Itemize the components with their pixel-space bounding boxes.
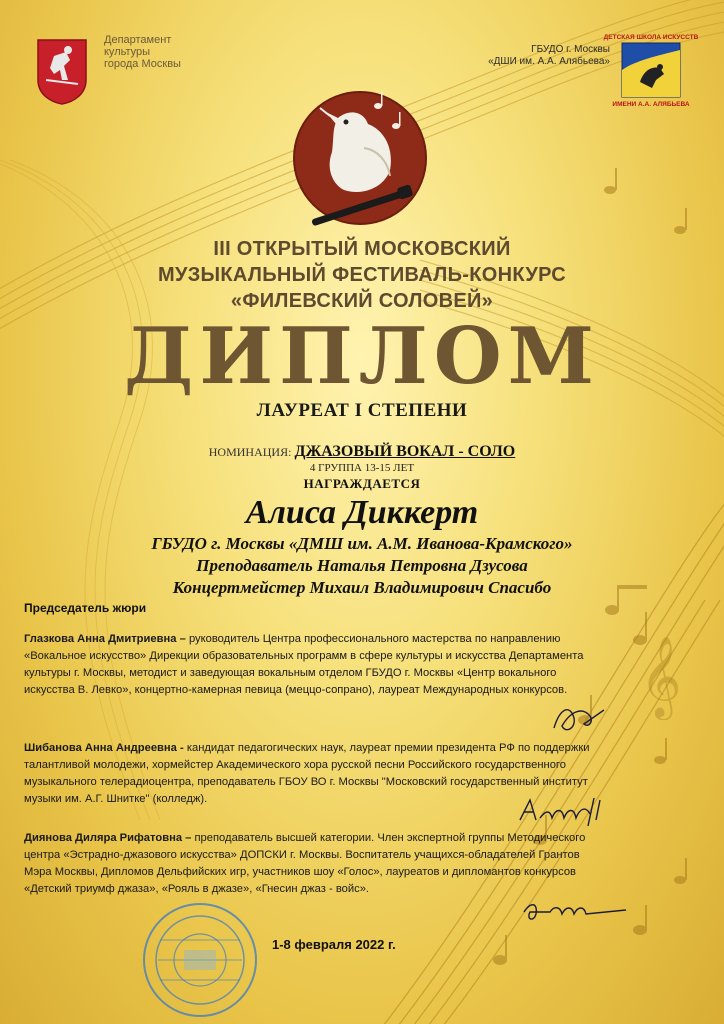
jury-member-name: Шибанова Анна Андреевна: [24, 742, 177, 754]
teacher-name: Преподаватель Наталья Петровна Дзусова: [196, 556, 528, 575]
festival-title-line: МУЗЫКАЛЬНЫЙ ФЕСТИВАЛЬ-КОНКУРС: [158, 264, 566, 286]
department-name: [104, 34, 224, 70]
jury-member: [24, 631, 594, 699]
school-logo-bottom-text: ИМЕНИ А.А. АЛЯБЬЕВА: [612, 101, 690, 108]
svg-text:𝄞: 𝄞: [640, 635, 682, 717]
school-logo-icon: [603, 30, 699, 110]
awarded-label: НАГРАЖДАЕТСЯ: [303, 476, 421, 491]
jury-member-description: преподаватель высшей категории. Член экспертной группы Методического центра «Эстрадно-джазового искусства» ДОПСКИ г. Москвы. Воспитатель учащихся-обладателей Грантов Мэра Москвы, Дипломов Дельфийских игр, участников шоу «Голос», лауреатов и дипломантов конкурсов «Детский триумф джаза», «Рояль в джазе», «Гнесин джаз - войс».: [24, 832, 586, 895]
jury-member: [24, 740, 594, 808]
nightingale-emblem-icon: [280, 78, 440, 238]
jury-member-separator: –: [182, 832, 195, 844]
festival-title-line: III ОТКРЫТЫЙ МОСКОВСКИЙ: [213, 238, 511, 260]
signature-3: [520, 898, 630, 926]
nomination-value: ДЖАЗОВЫЙ ВОКАЛ - СОЛО: [294, 443, 516, 460]
school-name: [440, 44, 610, 68]
nomination: [0, 443, 724, 461]
jury-member: [24, 830, 594, 898]
jury-member-separator: -: [176, 742, 187, 754]
jury-member-separator: –: [176, 633, 189, 645]
department-line: города Москвы: [104, 58, 181, 70]
signature-1: [548, 698, 608, 738]
nomination-label: НОМИНАЦИЯ:: [208, 445, 295, 459]
recipient-name: Алиса Диккерт: [245, 494, 479, 531]
signature-2: [516, 790, 616, 830]
department-line: Департамент: [104, 34, 172, 46]
festival-title: [0, 236, 724, 314]
jury-member-name: Глазкова Анна Дмитриевна: [24, 633, 177, 645]
jury-member-description: руководитель Центра профессионального мастерства по направлению «Вокальное искусство» Дирекции образовательных программ в сфере культуры и искусства Департамента культуры г. Москвы, методист и заведующая вокальным отделом ГБУДО г. Москвы «Центр вокального искусства В. Левко», концертно-камерная певица (меццо-сопрано), лауреат Международных конкурсов.: [24, 633, 584, 696]
department-line: культуры: [104, 46, 151, 58]
moscow-coat-of-arms-icon: [34, 36, 90, 106]
school-line: ГБУДО г. Москвы: [531, 44, 610, 55]
event-date: 1-8 февраля 2022 г.: [272, 937, 396, 952]
diploma-title: ДИПЛОМ: [124, 311, 600, 402]
age-group: 4 ГРУППА 13-15 ЛЕТ: [309, 462, 415, 474]
jury-member-name: Диянова Диляра Рифатовна: [24, 832, 183, 844]
jury-member-description: кандидат педагогических наук, лауреат премии президента РФ по поддержки талантливой молодежи, хормейстер Академического хора русской песни Российского государственного музыкального телерадиоцентра, преподаватель ГБОУ ВО г. Москвы "Московский государственный институт музыки им. А.Г. Шнитке" (колледж).: [24, 742, 590, 805]
laureate-degree: ЛАУРЕАТ I СТЕПЕНИ: [256, 400, 468, 421]
school-line: «ДШИ им. А.А. Алябьева»: [488, 56, 610, 67]
festival-title-line: «ФИЛЕВСКИЙ СОЛОВЕЙ»: [230, 290, 494, 312]
jury-chair-heading: Председатель жюри: [24, 601, 147, 615]
official-stamp-icon: [140, 900, 260, 1020]
school-logo-top-text: ДЕТСКАЯ ШКОЛА ИСКУССТВ: [603, 34, 699, 41]
accompanist-name: Концертмейстер Михаил Владимирович Спасибо: [172, 578, 552, 597]
institution-name: ГБУДО г. Москвы «ДМШ им. А.М. Иванова-Крамского»: [151, 534, 573, 553]
